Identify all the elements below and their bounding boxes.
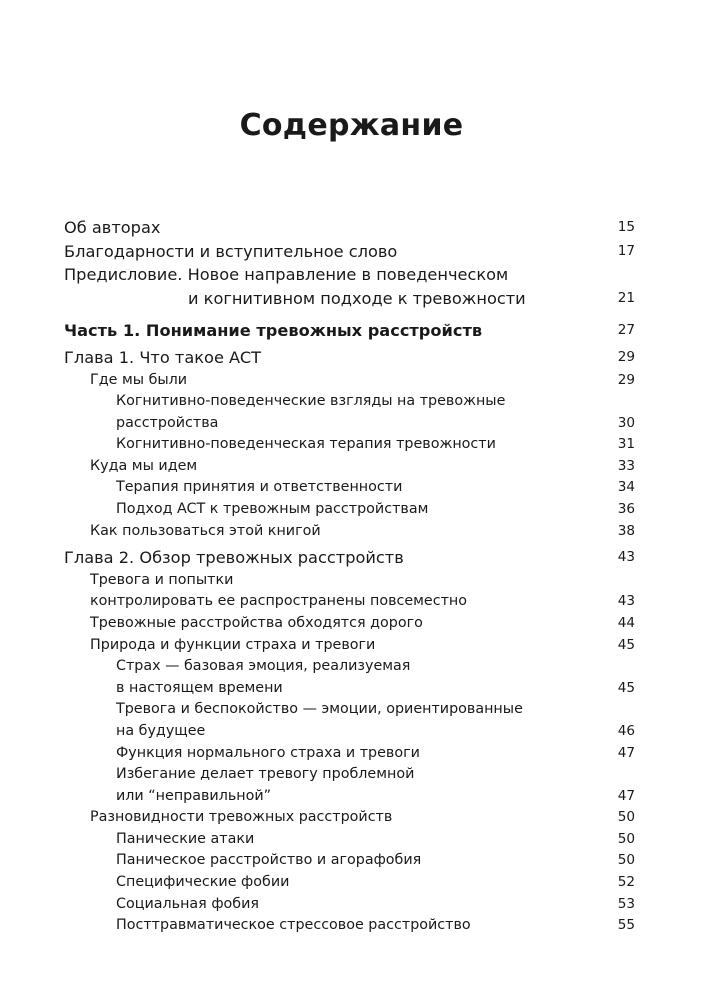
toc-entry-line: контролировать ее распространены повсеместно (90, 593, 468, 610)
toc-entry-title (116, 391, 595, 434)
toc-entry (64, 216, 635, 240)
toc-entry-line: Разновидности тревожных расстройств (90, 809, 393, 826)
toc-entry-line: Социальная фобия (116, 895, 260, 912)
toc-page-number: 50 (617, 830, 635, 847)
toc-entry-line: Терапия принятия и ответственности (116, 479, 403, 496)
toc-entry (64, 391, 635, 434)
page-title: Содержание (239, 108, 464, 143)
toc-entry-title (64, 546, 595, 570)
toc-entry-line: Об авторах (64, 218, 161, 237)
toc-entry (64, 807, 635, 829)
toc-entry-line: Тревога и беспокойство — эмоции, ориентированные (116, 701, 523, 718)
toc-entry-title (64, 216, 595, 240)
toc-page-number: 38 (617, 522, 635, 539)
toc-entry-title (116, 872, 595, 894)
toc-entry (64, 570, 635, 613)
toc-entry-line: в настоящем времени (116, 679, 283, 696)
toc-entry (64, 699, 635, 742)
toc-entry (64, 894, 635, 916)
toc-entry-title (64, 240, 595, 264)
toc-entry (64, 456, 635, 478)
toc-entry (64, 764, 635, 807)
toc-entry (64, 635, 635, 657)
toc-entry-title (116, 764, 595, 807)
toc-entry (64, 499, 635, 521)
toc-entry-line: Специфические фобии (116, 874, 290, 891)
toc-entry-line: Посттравматическое стрессовое расстройство (116, 917, 471, 934)
toc-entry-title (116, 894, 595, 916)
toc-page-number: 43 (617, 593, 635, 610)
toc-entry-line: Тревога и попытки (90, 571, 234, 588)
table-of-contents (64, 216, 635, 937)
toc-entry (64, 743, 635, 765)
toc-page-number: 17 (617, 242, 635, 259)
toc-entry-line: Страх — базовая эмоция, реализуемая (116, 658, 411, 675)
toc-page-number: 55 (617, 917, 635, 934)
toc-entry-line: или “неправильной” (116, 787, 272, 804)
toc-page-number: 52 (617, 874, 635, 891)
toc-entry (64, 263, 635, 310)
toc-entry (64, 872, 635, 894)
toc-entry-line: Паническое расстройство и агорафобия (116, 852, 422, 869)
toc-page-number: 46 (617, 722, 635, 739)
toc-entry-line: Подход ACT к тревожным расстройствам (116, 501, 429, 518)
toc-entry-title (116, 499, 595, 521)
toc-page-number: 50 (617, 852, 635, 869)
toc-entry-title (64, 319, 595, 342)
toc-entry-line: Предисловие. Новое направление в поведенческом (64, 265, 509, 284)
toc-entry-title (90, 370, 595, 392)
toc-entry-title (116, 656, 595, 699)
toc-entry-title (64, 263, 595, 310)
toc-entry (64, 521, 635, 543)
toc-page-number: 15 (617, 219, 635, 235)
toc-page-number: 36 (617, 501, 635, 518)
toc-entry-line: Глава 2. Обзор тревожных расстройств (64, 548, 404, 568)
toc-entry (64, 240, 635, 264)
toc-entry-line: Когнитивно-поведенческая терапия тревожности (116, 436, 496, 453)
toc-entry-line: Функция нормального страха и тревоги (116, 744, 420, 761)
toc-entry (64, 656, 635, 699)
toc-entry-title (116, 743, 595, 765)
toc-entry-line: Как пользоваться этой книгой (90, 522, 321, 539)
toc-entry-line: Избегание делает тревогу проблемной (116, 766, 415, 783)
toc-entry (64, 546, 635, 570)
toc-entry-title (90, 456, 595, 478)
toc-entry-title (90, 807, 595, 829)
toc-page-number: 33 (617, 457, 635, 474)
toc-page-number: 21 (617, 289, 635, 306)
toc-entry-title (64, 346, 595, 370)
toc-page-number: 44 (617, 614, 635, 631)
toc-page-number: 47 (617, 787, 635, 804)
toc-entry (64, 829, 635, 851)
toc-entry (64, 850, 635, 872)
toc-page-number: 45 (617, 679, 635, 696)
toc-entry-title (116, 850, 595, 872)
toc-page-number: 53 (617, 895, 635, 912)
toc-entry-title (90, 570, 595, 613)
toc-entry-line: Природа и функции страха и тревоги (90, 636, 376, 653)
toc-entry-title (116, 699, 595, 742)
toc-entry-title (90, 613, 595, 635)
toc-part-heading (64, 319, 635, 342)
toc-entry-title (90, 635, 595, 657)
toc-entry-title (116, 915, 595, 937)
toc-entry (64, 477, 635, 499)
toc-entry (64, 346, 635, 370)
toc-entry-line: Часть 1. Понимание тревожных расстройств (64, 321, 483, 340)
toc-entry-line: Глава 1. Что такое ACT (64, 348, 262, 367)
toc-entry-line: на будущее (116, 722, 206, 739)
toc-entry-line: Тревожные расстройства обходятся дорого (90, 614, 423, 631)
toc-entry-line: Где мы были (90, 371, 188, 388)
toc-page-number: 31 (617, 436, 635, 453)
toc-entry (64, 613, 635, 635)
toc-page-number: 50 (617, 809, 635, 826)
toc-page-number: 30 (617, 414, 635, 431)
toc-entry-line: расстройства (116, 414, 219, 431)
toc-page-number: 29 (617, 371, 635, 388)
toc-entry-line: Когнитивно-поведенческие взгляды на тревожные (116, 393, 506, 410)
toc-page-number: 34 (617, 479, 635, 496)
toc-entry-title (116, 477, 595, 499)
toc-entry-title (116, 829, 595, 851)
toc-entry-title (90, 521, 595, 543)
toc-entry (64, 370, 635, 392)
toc-page-number: 45 (617, 636, 635, 653)
toc-page-number: 43 (617, 549, 635, 566)
toc-entry-line: Куда мы идем (90, 457, 198, 474)
toc-entry-title (116, 434, 595, 456)
toc-entry-line: Благодарности и вступительное слово (64, 241, 398, 261)
toc-entry-line: Панические атаки (116, 830, 255, 847)
toc-entry-line: и когнитивном подходе к тревожности (188, 288, 526, 308)
toc-entry (64, 434, 635, 456)
toc-page-number: 47 (617, 744, 635, 761)
toc-page-number: 27 (617, 322, 635, 338)
toc-page-number: 29 (617, 349, 635, 365)
toc-entry (64, 915, 635, 937)
